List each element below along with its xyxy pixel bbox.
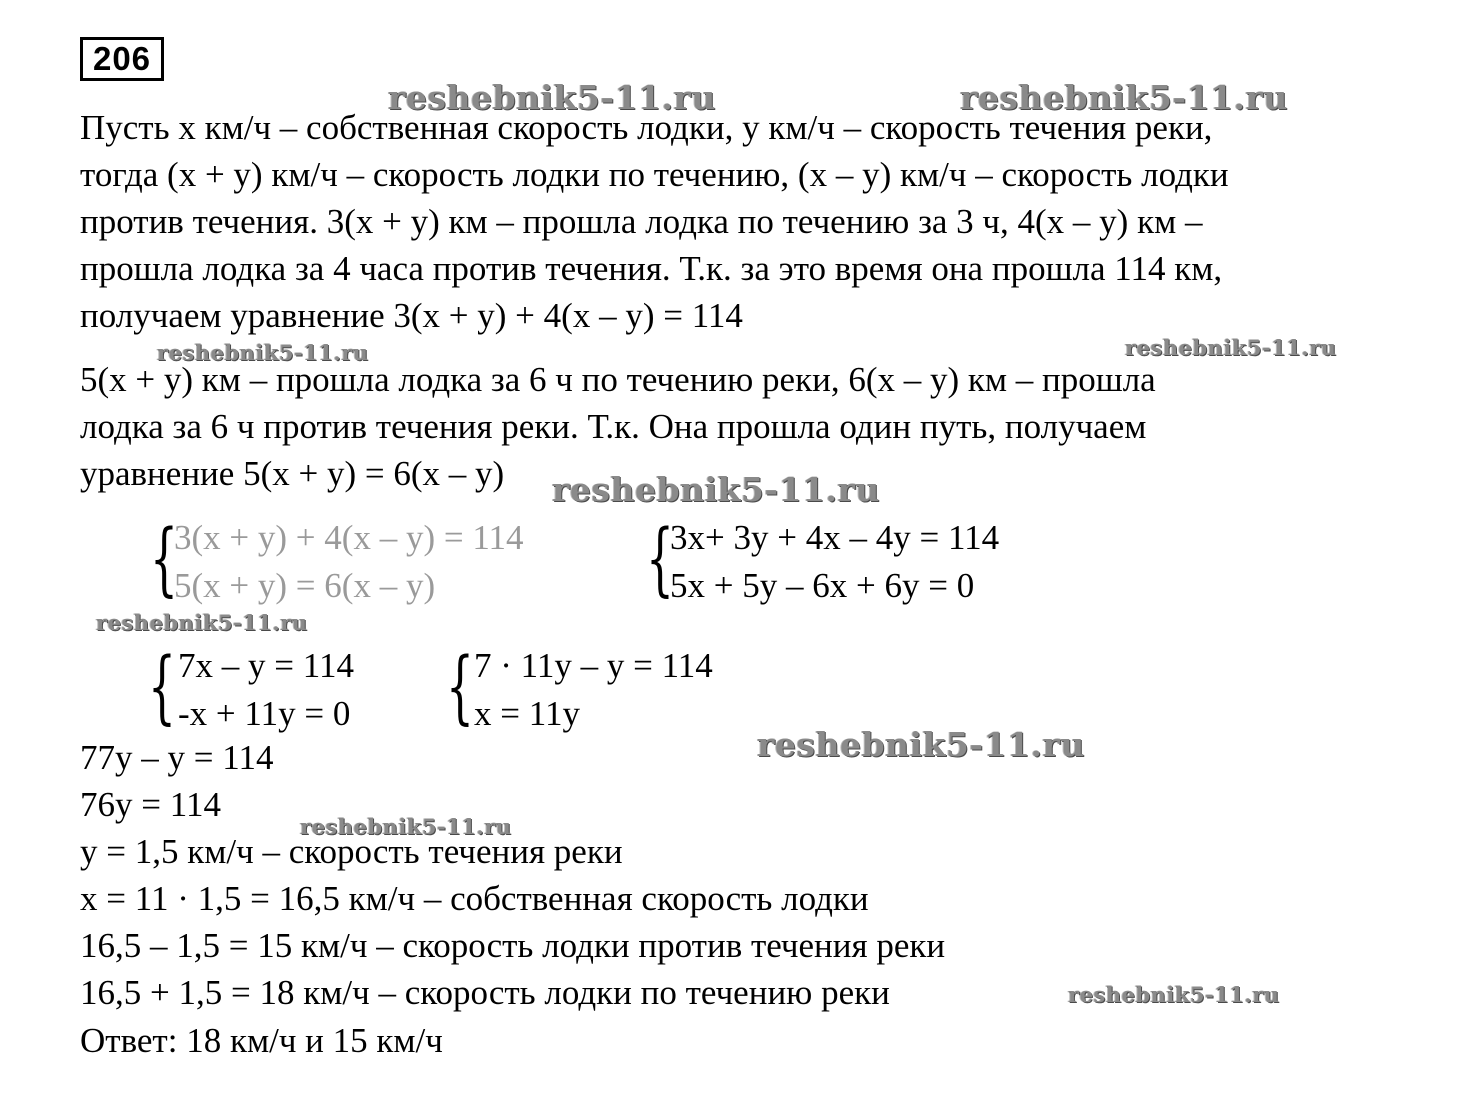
problem-number-box: 206: [80, 37, 164, 81]
solution-line: у = 1,5 км/ч – скорость течения реки: [80, 832, 623, 871]
text-line: лодка за 6 ч против течения реки. Т.к. Она прошла один путь, получаем: [80, 407, 1147, 446]
text-line: против течения. 3(х + у) км – прошла лодка по течению за 3 ч, 4(х – у) км –: [80, 202, 1203, 241]
system-equation: 5(х + у) = 6(х – у): [174, 566, 436, 605]
watermark: reshebnik5-11.ru: [1125, 335, 1337, 360]
solution-line: х = 11 · 1,5 = 16,5 км/ч – собственная скорость лодки: [80, 879, 869, 918]
text-line: 5(х + у) км – прошла лодка за 6 ч по течению реки, 6(х – у) км – прошла: [80, 360, 1156, 399]
system-equation: 3х+ 3у + 4х – 4у = 114: [670, 518, 1000, 557]
left-brace: {: [150, 512, 178, 605]
system-equation: 7 · 11у – у = 114: [474, 646, 713, 685]
answer-line: Ответ: 18 км/ч и 15 км/ч: [80, 1021, 443, 1060]
solution-line: 16,5 – 1,5 = 15 км/ч – скорость лодки против течения реки: [80, 926, 946, 965]
text-line: прошла лодка за 4 часа против течения. Т.к. за это время она прошла 114 км,: [80, 249, 1223, 288]
left-brace: {: [646, 512, 674, 605]
text-line: Пусть х км/ч – собственная скорость лодки, у км/ч – скорость течения реки,: [80, 108, 1213, 147]
watermark: reshebnik5-11.ru: [300, 814, 512, 839]
watermark: reshebnik5-11.ru: [552, 470, 880, 509]
system-equation: 5х + 5у – 6х + 6у = 0: [670, 566, 975, 605]
left-brace: {: [446, 640, 474, 733]
watermark: reshebnik5-11.ru: [157, 340, 369, 365]
text-line: получаем уравнение 3(х + у) + 4(х – у) = 114: [80, 296, 743, 335]
watermark: reshebnik5-11.ru: [388, 78, 716, 117]
left-brace: {: [148, 640, 176, 733]
system-equation: -х + 11у = 0: [178, 694, 351, 733]
text-line: тогда (х + у) км/ч – скорость лодки по течению, (х – у) км/ч – скорость лодки: [80, 155, 1229, 194]
solution-line: 77у – у = 114: [80, 738, 274, 777]
text-line: уравнение 5(х + у) = 6(х – у): [80, 454, 505, 493]
system-equation: 7х – у = 114: [178, 646, 354, 685]
watermark: reshebnik5-11.ru: [960, 78, 1288, 117]
watermark: reshebnik5-11.ru: [96, 610, 308, 635]
system-equation: х = 11у: [474, 694, 580, 733]
solution-line: 76у = 114: [80, 785, 221, 824]
system-equation: 3(х + у) + 4(х – у) = 114: [174, 518, 524, 557]
watermark: reshebnik5-11.ru: [1068, 982, 1280, 1007]
watermark: reshebnik5-11.ru: [757, 725, 1085, 764]
solution-line: 16,5 + 1,5 = 18 км/ч – скорость лодки по течению реки: [80, 973, 890, 1012]
